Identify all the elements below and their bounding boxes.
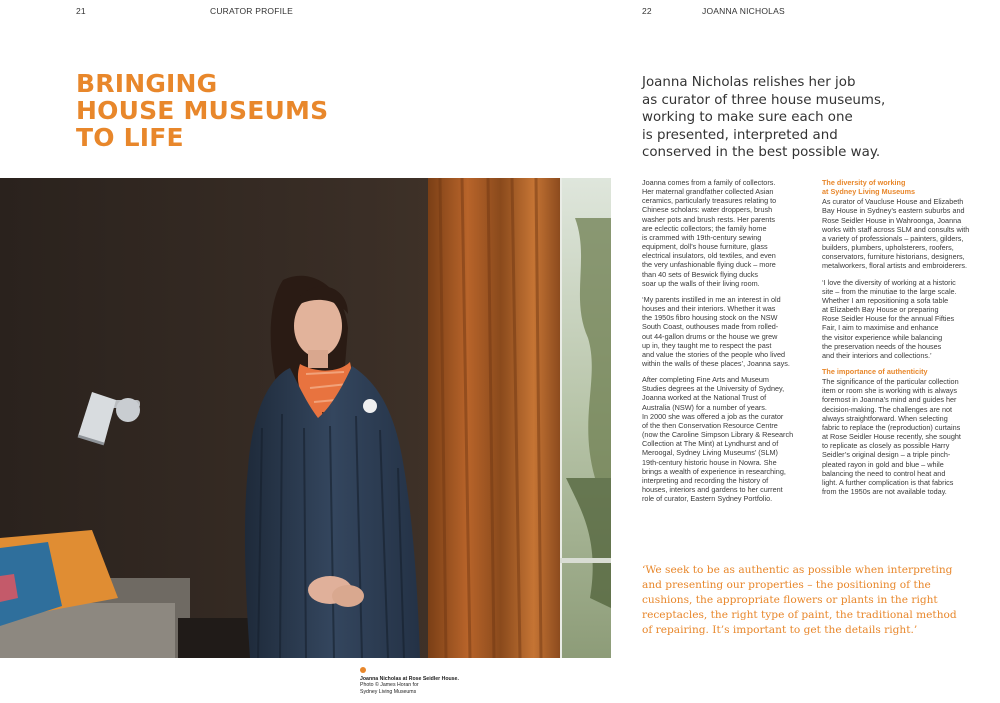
text-line: In 2000 she was offered a job as the curator [642, 411, 784, 421]
caption-credit-line: Photo © James Horan for [360, 682, 419, 689]
text-line: from the 1950s are not available today. [822, 487, 947, 496]
body-paragraph [642, 375, 812, 503]
text-line: Seidler’s original design – a triple pinch- [822, 450, 951, 460]
text-line: ‘My parents instilled in me an interest in old [642, 294, 781, 304]
subheading-authenticity [822, 367, 994, 376]
text-line: works with staff across SLM and consults with [822, 224, 970, 234]
text-line: out 44-gallon drums or the house we grew [642, 331, 778, 341]
text-line: Rose Seidler House for the annual Fifties [822, 314, 955, 324]
body-column-right [822, 178, 994, 503]
body-paragraph [822, 278, 994, 360]
text-line: Studies degrees at the University of Sydney, [642, 384, 785, 394]
text-line: at Elizabeth Bay House or preparing [822, 305, 939, 315]
standfirst-line: conserved in the best possible way. [642, 145, 881, 161]
text-line: electrical insulators, old textiles, and even [642, 251, 776, 261]
text-line: Chinese scholars: water droppers, brush [642, 205, 773, 215]
text-line: are eclectic collectors; the family home [642, 223, 767, 233]
text-line: role of curator, Eastern Sydney Portfolio. [642, 494, 773, 504]
text-line: light. A further complication is that fabrics [822, 477, 954, 487]
text-line: the visitor experience while balancing [822, 332, 943, 342]
body-paragraph [822, 377, 994, 496]
headline-line: BRINGING [76, 69, 218, 98]
text-line: South Coast, outhouses made from rolled- [642, 322, 779, 332]
caption-marker-icon [360, 667, 366, 673]
standfirst-line: Joanna Nicholas relishes her job [642, 75, 856, 90]
caption-credit-line: Sydney Living Museums [360, 688, 417, 695]
pull-quote [642, 563, 982, 638]
text-line: site – from the minutiae to the large scale. [822, 286, 957, 296]
standfirst [642, 74, 972, 162]
left-section-title: CURATOR PROFILE [210, 6, 293, 16]
text-line: Her maternal grandfather collected Asian [642, 187, 774, 197]
quote-line: ‘We seek to be as authentic as possible when interpreting [642, 564, 953, 576]
text-line: the 1950s fibro housing stock on the NSW [642, 313, 778, 323]
standfirst-line: as curator of three house museums, [642, 92, 886, 108]
right-page-number: 22 [642, 6, 652, 16]
text-line: washer pots and brush rests. Her parents [642, 214, 775, 224]
text-line: Australia (NSW) for a number of years. [642, 402, 767, 412]
text-line: (now the Caroline Simpson Library & Research [642, 430, 794, 440]
text-line: Collection at The Mint) at Lyndhurst and of [642, 439, 779, 449]
subheading-diversity [822, 178, 994, 196]
text-line: foremost in Joanna’s mind and guides her [822, 395, 957, 405]
text-line: ‘I love the diversity of working at a historic [822, 277, 956, 287]
text-line: houses, interiors and gardens to her current [642, 485, 783, 494]
text-line: pleated rayon in gold and blue – while [822, 459, 944, 469]
text-line: builders, plumbers, upholsterers, roofers, [822, 243, 954, 253]
quote-line: of repairing. It’s important to get the details right.’ [642, 624, 918, 636]
text-line: is crammed with 19th-century sewing [642, 232, 762, 242]
text-line: a variety of professionals – painters, gilders, [822, 233, 964, 243]
text-line: Whether I am repositioning a sofa table [822, 295, 949, 305]
headline-line: HOUSE MUSEUMS [76, 96, 329, 125]
text-line: interpreting and recording the history of [642, 475, 769, 485]
text-line: conservators, furniture historians, designers, [822, 252, 965, 262]
subheading-line: The diversity of working [822, 178, 906, 187]
text-line: within the walls of these places’, Joanna says. [642, 358, 790, 368]
text-line: Joanna worked at the National Trust of [642, 393, 767, 403]
standfirst-line: working to make sure each one [642, 110, 853, 126]
text-line: decision-making. The challenges are not [822, 404, 953, 414]
body-paragraph [642, 178, 812, 288]
text-line: As curator of Vaucluse House and Elizabeth [822, 197, 964, 207]
text-line: Rose Seidler House in Wahroonga, Joanna [822, 215, 962, 225]
text-line: fabric to replace the (reproduction) curtains [822, 422, 961, 432]
body-paragraph [642, 295, 812, 368]
text-line: ceramics, particularly treasures relating to [642, 196, 777, 206]
text-line: than 40 sets of Beswick flying ducks [642, 269, 759, 279]
portrait-photo [0, 178, 611, 658]
text-line: balancing the need to control heat and [822, 468, 946, 478]
text-line: and their interiors and collections.’ [822, 350, 932, 360]
quote-line: receptacles, the right type of paint, the traditional method [642, 609, 957, 621]
text-line: metalworkers, floral artists and embroiderers. [822, 261, 968, 271]
text-line: soar up the walls of their living room. [642, 278, 760, 288]
quote-line: and presenting our properties – the positioning of the [642, 579, 931, 591]
text-line: Joanna comes from a family of collectors. [642, 178, 776, 187]
text-line: to replicate as closely as possible Harry [822, 441, 950, 451]
text-line: 19th-century historic house in Nowra. She [642, 457, 777, 467]
body-paragraph [822, 197, 994, 270]
text-line: and value the stories of the people who lived [642, 349, 786, 359]
headline [76, 70, 376, 151]
text-line: up in, they taught me to respect the past [642, 340, 772, 350]
right-section-title: JOANNA NICHOLAS [702, 6, 785, 16]
text-line: item or room she is working with is always [822, 386, 957, 396]
standfirst-line: is presented, interpreted and [642, 127, 838, 143]
subheading-line: The importance of authenticity [822, 366, 928, 376]
text-line: the preservation needs of the houses [822, 341, 942, 351]
photo-caption [360, 676, 560, 695]
text-line: always straightforward. When selecting [822, 413, 948, 423]
text-line: Fair, I aim to maximise and enhance [822, 323, 939, 333]
text-line: at Rose Seidler House recently, she sought [822, 432, 961, 442]
caption-title: Joanna Nicholas at Rose Seidler House. [360, 676, 459, 682]
text-line: Bay House in Sydney’s eastern suburbs and [822, 206, 965, 216]
quote-line: cushions, the appropriate flowers or plants in the right [642, 594, 938, 606]
body-column-left [642, 178, 812, 510]
text-line: Meroogal, Sydney Living Museums’ (SLM) [642, 448, 778, 458]
text-line: The significance of the particular collection [822, 377, 959, 387]
portrait-illustration [0, 178, 611, 658]
subheading-line: at Sydney Living Museums [822, 187, 916, 197]
text-line: houses and their interiors. Whether it was [642, 304, 776, 314]
text-line: the very unfashionable flying duck – more [642, 260, 776, 270]
text-line: of the then Conservation Resource Centre [642, 420, 778, 430]
text-line: brings a wealth of experience in researching, [642, 466, 786, 476]
left-page-number: 21 [76, 6, 86, 16]
headline-line: TO LIFE [76, 123, 184, 152]
text-line: After completing Fine Arts and Museum [642, 375, 769, 385]
text-line: equipment, doll’s house furniture, glass [642, 242, 768, 252]
